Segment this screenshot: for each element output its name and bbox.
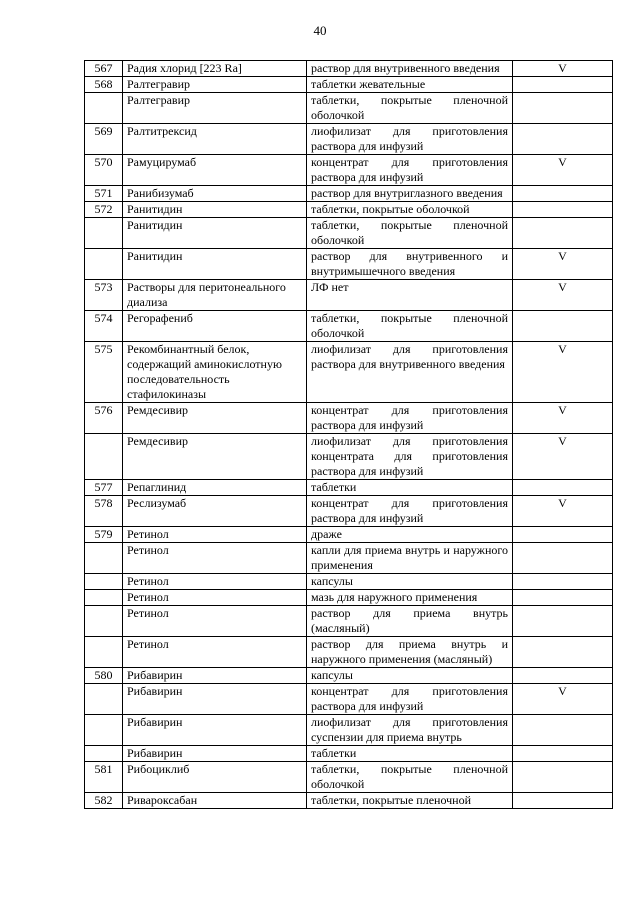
dosage-form: капли для приема внутрь и наружного применения xyxy=(307,543,513,574)
table-row xyxy=(85,403,613,434)
row-number xyxy=(85,434,123,480)
vital-mark xyxy=(513,574,613,590)
table-row xyxy=(85,186,613,202)
table-row xyxy=(85,249,613,280)
dosage-form: раствор для приема внутрь и наружного применения (масляный) xyxy=(307,637,513,668)
drug-name: Рекомбинантный белок, содержащий аминокислотную последовательность стафилокиназы xyxy=(123,342,307,403)
table-row xyxy=(85,77,613,93)
row-number xyxy=(85,746,123,762)
vital-mark xyxy=(513,746,613,762)
row-number: 569 xyxy=(85,124,123,155)
table-row xyxy=(85,527,613,543)
dosage-form: ЛФ нет xyxy=(307,280,513,311)
dosage-form: раствор для внутриглазного введения xyxy=(307,186,513,202)
drug-name: Рамуцирумаб xyxy=(123,155,307,186)
drug-name: Ретинол xyxy=(123,590,307,606)
row-number xyxy=(85,637,123,668)
drug-name: Ремдесивир xyxy=(123,434,307,480)
dosage-form: таблетки, покрытые пленочной xyxy=(307,793,513,809)
page-number: 40 xyxy=(313,23,327,38)
vital-mark xyxy=(513,715,613,746)
row-number: 574 xyxy=(85,311,123,342)
drug-name: Ретинол xyxy=(123,606,307,637)
vital-mark xyxy=(513,480,613,496)
vital-mark: V xyxy=(513,496,613,527)
drug-name: Реслизумаб xyxy=(123,496,307,527)
dosage-form: таблетки, покрытые пленочной оболочкой xyxy=(307,93,513,124)
dosage-form: таблетки xyxy=(307,480,513,496)
drug-name: Рибавирин xyxy=(123,715,307,746)
table-row xyxy=(85,155,613,186)
drug-name: Ранитидин xyxy=(123,202,307,218)
row-number: 573 xyxy=(85,280,123,311)
dosage-form: капсулы xyxy=(307,574,513,590)
row-number xyxy=(85,574,123,590)
table-row xyxy=(85,342,613,403)
table-row xyxy=(85,434,613,480)
vital-mark xyxy=(513,762,613,793)
table-row xyxy=(85,574,613,590)
dosage-form: драже xyxy=(307,527,513,543)
vital-mark xyxy=(513,186,613,202)
drug-name: Рибавирин xyxy=(123,746,307,762)
row-number xyxy=(85,684,123,715)
vital-mark: V xyxy=(513,342,613,403)
row-number: 582 xyxy=(85,793,123,809)
vital-mark xyxy=(513,124,613,155)
drug-name: Ретинол xyxy=(123,527,307,543)
dosage-form: лиофилизат для приготовления суспензии для приема внутрь xyxy=(307,715,513,746)
vital-mark xyxy=(513,311,613,342)
dosage-form: таблетки, покрытые оболочкой xyxy=(307,202,513,218)
drug-name: Ривароксабан xyxy=(123,793,307,809)
table-row xyxy=(85,637,613,668)
vital-mark: V xyxy=(513,684,613,715)
vital-mark: V xyxy=(513,280,613,311)
drug-name: Рибавирин xyxy=(123,684,307,715)
dosage-form: концентрат для приготовления раствора для инфузий xyxy=(307,496,513,527)
vital-mark: V xyxy=(513,403,613,434)
vital-mark xyxy=(513,637,613,668)
table-row xyxy=(85,590,613,606)
table-row xyxy=(85,61,613,77)
table-row xyxy=(85,124,613,155)
table-row xyxy=(85,93,613,124)
drug-name: Ралтегравир xyxy=(123,93,307,124)
drug-name: Ремдесивир xyxy=(123,403,307,434)
dosage-form: таблетки xyxy=(307,746,513,762)
drug-name: Ретинол xyxy=(123,574,307,590)
dosage-form: мазь для наружного применения xyxy=(307,590,513,606)
row-number: 581 xyxy=(85,762,123,793)
vital-mark xyxy=(513,202,613,218)
row-number: 572 xyxy=(85,202,123,218)
table-row xyxy=(85,668,613,684)
table-row xyxy=(85,793,613,809)
row-number: 568 xyxy=(85,77,123,93)
row-number: 577 xyxy=(85,480,123,496)
row-number: 571 xyxy=(85,186,123,202)
table-row xyxy=(85,762,613,793)
drug-name: Репаглинид xyxy=(123,480,307,496)
row-number xyxy=(85,93,123,124)
dosage-form: раствор для приема внутрь (масляный) xyxy=(307,606,513,637)
dosage-form: раствор для внутривенного введения xyxy=(307,61,513,77)
row-number xyxy=(85,590,123,606)
vital-mark xyxy=(513,93,613,124)
row-number: 576 xyxy=(85,403,123,434)
row-number: 578 xyxy=(85,496,123,527)
dosage-form: таблетки жевательные xyxy=(307,77,513,93)
dosage-form: раствор для внутривенного и внутримышечного введения xyxy=(307,249,513,280)
table-row xyxy=(85,715,613,746)
drug-name: Регорафениб xyxy=(123,311,307,342)
dosage-form: концентрат для приготовления раствора для инфузий xyxy=(307,684,513,715)
dosage-form: концентрат для приготовления раствора для инфузий xyxy=(307,403,513,434)
dosage-form: таблетки, покрытые пленочной оболочкой xyxy=(307,218,513,249)
table-row xyxy=(85,202,613,218)
row-number: 570 xyxy=(85,155,123,186)
vital-mark xyxy=(513,590,613,606)
table-row xyxy=(85,543,613,574)
vital-mark xyxy=(513,77,613,93)
drug-name: Ралтитрексид xyxy=(123,124,307,155)
vital-mark: V xyxy=(513,61,613,77)
vital-mark xyxy=(513,668,613,684)
row-number: 579 xyxy=(85,527,123,543)
row-number xyxy=(85,543,123,574)
row-number xyxy=(85,606,123,637)
dosage-form: лиофилизат для приготовления раствора для инфузий xyxy=(307,124,513,155)
vital-mark xyxy=(513,527,613,543)
drug-name: Ретинол xyxy=(123,543,307,574)
table-row xyxy=(85,606,613,637)
drug-name: Рибавирин xyxy=(123,668,307,684)
row-number: 580 xyxy=(85,668,123,684)
dosage-form: таблетки, покрытые пленочной оболочкой xyxy=(307,311,513,342)
vital-mark: V xyxy=(513,249,613,280)
vital-mark xyxy=(513,606,613,637)
vital-mark: V xyxy=(513,434,613,480)
table-row xyxy=(85,496,613,527)
dosage-form: лиофилизат для приготовления концентрата для приготовления раствора для инфузий xyxy=(307,434,513,480)
drug-name: Растворы для перитонеального диализа xyxy=(123,280,307,311)
vital-mark: V xyxy=(513,155,613,186)
drug-name: Ранитидин xyxy=(123,218,307,249)
table-row xyxy=(85,480,613,496)
table-row xyxy=(85,311,613,342)
row-number: 567 xyxy=(85,61,123,77)
row-number xyxy=(85,249,123,280)
dosage-form: таблетки, покрытые пленочной оболочкой xyxy=(307,762,513,793)
dosage-form: капсулы xyxy=(307,668,513,684)
dosage-form: концентрат для приготовления раствора для инфузий xyxy=(307,155,513,186)
drug-name: Рибоциклиб xyxy=(123,762,307,793)
drug-name: Ранибизумаб xyxy=(123,186,307,202)
drug-name: Ранитидин xyxy=(123,249,307,280)
table-row xyxy=(85,218,613,249)
row-number xyxy=(85,218,123,249)
drug-name: Ралтегравир xyxy=(123,77,307,93)
dosage-form: лиофилизат для приготовления раствора для внутривенного введения xyxy=(307,342,513,403)
table-row xyxy=(85,280,613,311)
drug-name: Ретинол xyxy=(123,637,307,668)
table-row xyxy=(85,746,613,762)
drug-name: Радия хлорид [223 Ra] xyxy=(123,61,307,77)
row-number: 575 xyxy=(85,342,123,403)
vital-mark xyxy=(513,793,613,809)
drug-table-body xyxy=(85,61,613,809)
vital-mark xyxy=(513,218,613,249)
row-number xyxy=(85,715,123,746)
drug-table xyxy=(84,60,613,809)
vital-mark xyxy=(513,543,613,574)
table-row xyxy=(85,684,613,715)
